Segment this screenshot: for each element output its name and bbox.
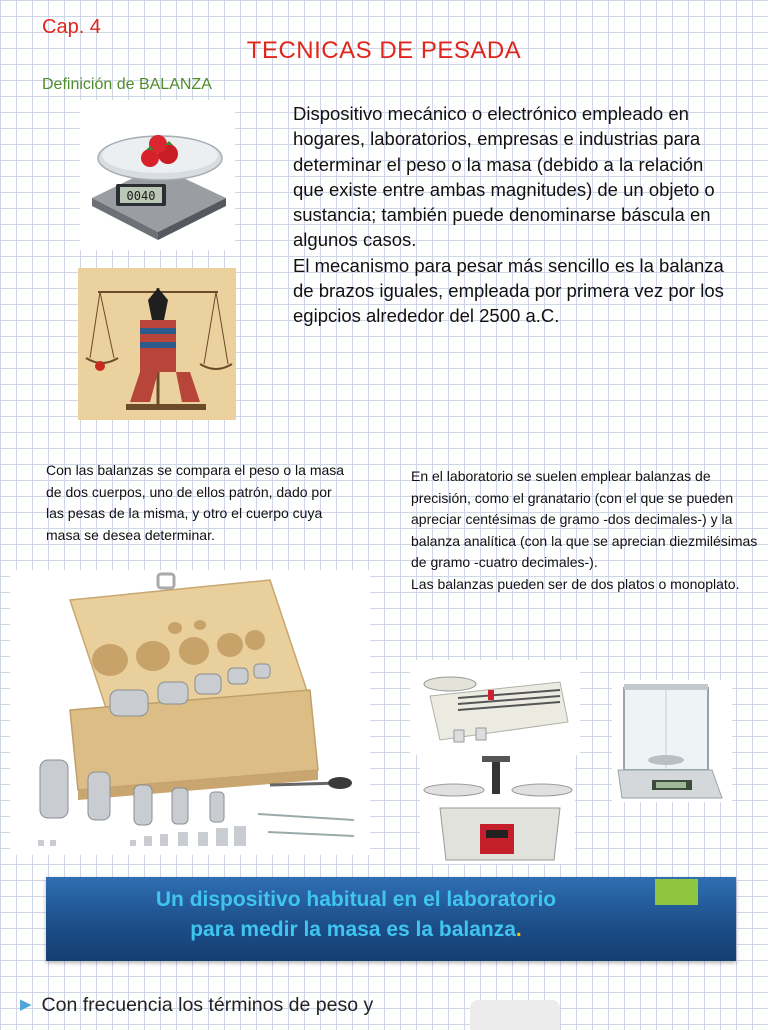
section-subtitle: Definición de BALANZA [42, 76, 212, 93]
egyptian-balance-image [78, 268, 236, 420]
triple-beam-balance-image [410, 660, 580, 755]
banner-period: . [515, 918, 522, 941]
two-pan-balance-image [420, 752, 575, 864]
page-title: TECNICAS DE PESADA [246, 37, 522, 64]
partial-image-bottom [470, 1000, 560, 1030]
definition-text [293, 101, 733, 329]
bullet-text: Con frecuencia los términos de peso y [41, 994, 374, 1016]
key-message-banner [46, 877, 736, 961]
definition-paragraph-2: El mecanismo para pesar más sencillo es la balanza de brazos iguales, empleada por primera vez por los egipcios alrededor del 2500 a.C. [293, 254, 724, 327]
green-accent-square [655, 879, 698, 905]
lab-paragraph-1: En el laboratorio se suelen emplear balanzas de precisión, como el granatario (con el que se pueden apreciar centésimas de gramo -dos decimales-) y la balanza analítica (con la que se aprecian diezmilésimas de gramo -cuatro decimales-). [411, 468, 758, 570]
chapter-label: Cap. 4 [42, 16, 101, 38]
lab-paragraph-2: Las balanzas pueden ser de dos platos o monoplato. [411, 575, 740, 592]
banner-text [46, 885, 666, 945]
digital-scale-image [80, 100, 235, 250]
bullet-arrow-icon: ▶ [20, 996, 32, 1013]
definition-paragraph-1: Dispositivo mecánico o electrónico empleado en hogares, laboratorios, empresas e industrias para determinar el peso o la masa (debido a la relación que existe entre ambas magnitudes) de un objeto o sustancia; también puede denominarse báscula en algunos casos. [293, 103, 715, 251]
banner-line-2-text: para medir la masa es la balanza [190, 918, 516, 941]
lab-text [411, 466, 761, 595]
analytical-balance-image [612, 680, 732, 802]
comparison-text: Con las balanzas se compara el peso o la masa de dos cuerpos, uno de ellos patrón, dado por las pesas de la misma, y otro el cuerpo cuya masa se desea determinar. [46, 462, 345, 543]
scale-display-text: 0040 [126, 189, 156, 203]
banner-line-2 [46, 915, 666, 945]
weight-set-image [10, 570, 370, 855]
bullet-item [20, 994, 373, 1017]
banner-line-1: Un dispositivo habitual en el laboratorio [155, 888, 557, 911]
